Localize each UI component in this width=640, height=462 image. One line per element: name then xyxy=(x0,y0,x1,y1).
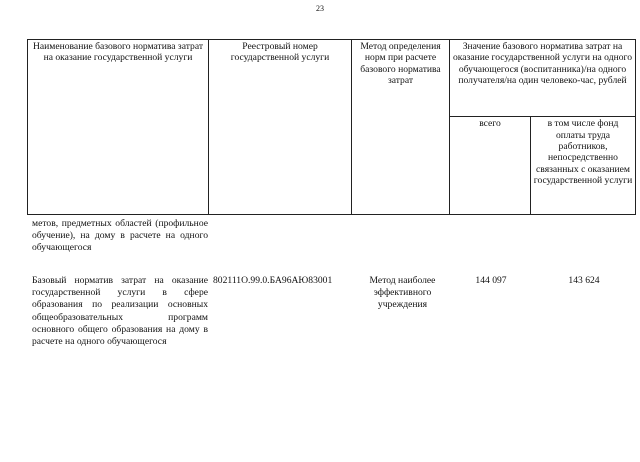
subheader-total: всего xyxy=(479,118,501,130)
subheader-fund-cell xyxy=(531,117,636,215)
header-value: Значение базового норматива затрат на оказание государственной услуги на одного обучающегося (воспитанника)/на одного получателя/на один человеко-час, рублей xyxy=(452,41,633,86)
page-number: 23 xyxy=(316,4,324,13)
row-total: 144 097 xyxy=(475,275,507,286)
row-fund: 143 624 xyxy=(568,275,600,286)
table-header xyxy=(27,39,636,215)
header-method-cell xyxy=(352,40,450,215)
header-name-cell xyxy=(28,40,209,215)
row-registry: 802111О.99.0.БА96АЮ83001 xyxy=(213,275,333,286)
header-method: Метод определения норм при расчете базового норматива затрат xyxy=(360,41,441,86)
subheader-fund: в том числе фонд оплаты труда работников, непосредственно связанных с оказанием государственной услуги xyxy=(533,118,633,186)
header-name: Наименование базового норматива затрат на оказание государственной услуги xyxy=(32,41,204,64)
header-value-cell xyxy=(450,40,636,117)
row-name: Базовый норматив затрат на оказание государственной услуги в сфере образования по реализации основных общеобразовательных программ основного общего образования на дому в расчете на одного обучающегося xyxy=(32,275,208,347)
subheader-total-cell xyxy=(450,117,531,215)
row-method: Метод наиболее эффективного учреждения xyxy=(369,275,436,311)
continuation-name: метов, предметных областей (профильное обучение), на дому в расчете на одного обучающегося xyxy=(32,218,208,254)
header-registry: Реестровый номер государственной услуги xyxy=(230,41,330,64)
header-registry-cell xyxy=(209,40,352,215)
